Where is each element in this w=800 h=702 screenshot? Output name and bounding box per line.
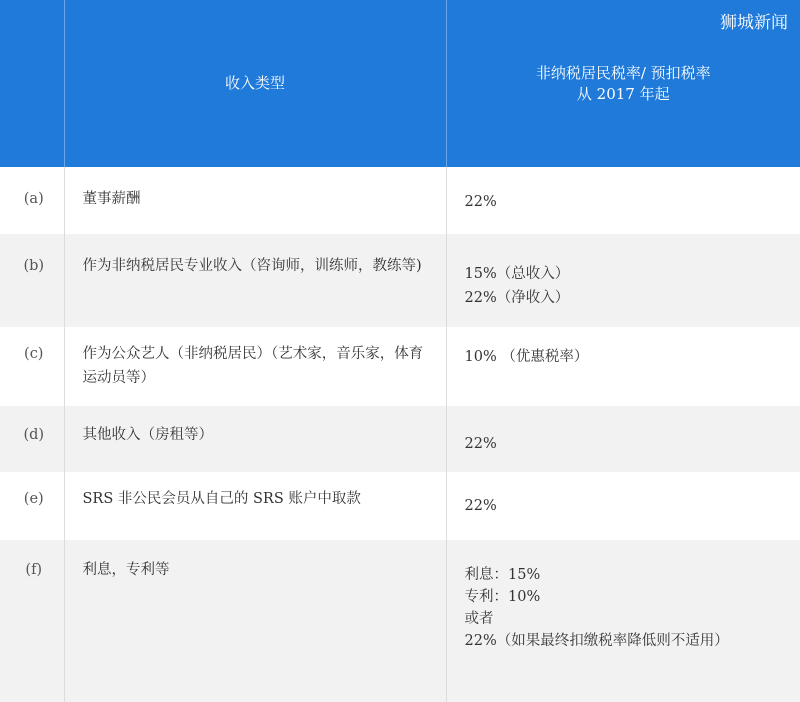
table-row <box>0 234 800 327</box>
row-index: (c) <box>0 327 64 406</box>
table-row <box>0 406 800 472</box>
row-index: (f) <box>0 540 64 702</box>
row-index: (b) <box>0 234 64 327</box>
table-row <box>0 167 800 234</box>
rate-line: 22% <box>464 498 497 514</box>
rate-line: 或者 <box>464 611 494 627</box>
income-type: 作为非纳税居民专业收入（咨询师，训练师，教练等) <box>64 234 446 327</box>
header-rate-line2: 从 2017 年起 <box>576 84 670 103</box>
income-type: 作为公众艺人（非纳税居民）（艺术家，音乐家，体育运动员等） <box>64 327 446 406</box>
row-index: (e) <box>0 472 64 540</box>
rate-line: 10% （优惠税率） <box>464 349 589 365</box>
rate-line: 22%（净收入） <box>464 290 570 306</box>
watermark: 狮城新闻 <box>720 13 788 33</box>
rate-line: 专利：10% <box>464 589 541 605</box>
table-row <box>0 472 800 540</box>
tax-rate <box>446 327 800 406</box>
header-income-type: 收入类型 <box>64 0 446 167</box>
income-type: 其他收入（房租等） <box>64 406 446 472</box>
income-type: SRS 非公民会员从自己的 SRS 账户中取款 <box>64 472 446 540</box>
income-type: 利息，专利等 <box>64 540 446 702</box>
header-index-cell <box>0 0 64 167</box>
tax-rate <box>446 540 800 702</box>
row-index: (d) <box>0 406 64 472</box>
rate-line: 利息：15% <box>464 567 541 583</box>
table-row <box>0 540 800 702</box>
rate-line: 22% <box>464 436 497 452</box>
rate-line: 22% <box>464 194 497 210</box>
table-row <box>0 327 800 406</box>
tax-rate <box>446 406 800 472</box>
table-header-row <box>0 0 800 167</box>
rate-line: 15%（总收入） <box>464 266 570 282</box>
tax-rate <box>446 167 800 234</box>
tax-rate <box>446 234 800 327</box>
header-rate-line1: 非纳税居民税率/ 预扣税率 <box>535 63 711 82</box>
rate-line: 22%（如果最终扣缴税率降低则不适用） <box>464 633 729 649</box>
income-type: 董事薪酬 <box>64 167 446 234</box>
tax-rate <box>446 472 800 540</box>
row-index: (a) <box>0 167 64 234</box>
